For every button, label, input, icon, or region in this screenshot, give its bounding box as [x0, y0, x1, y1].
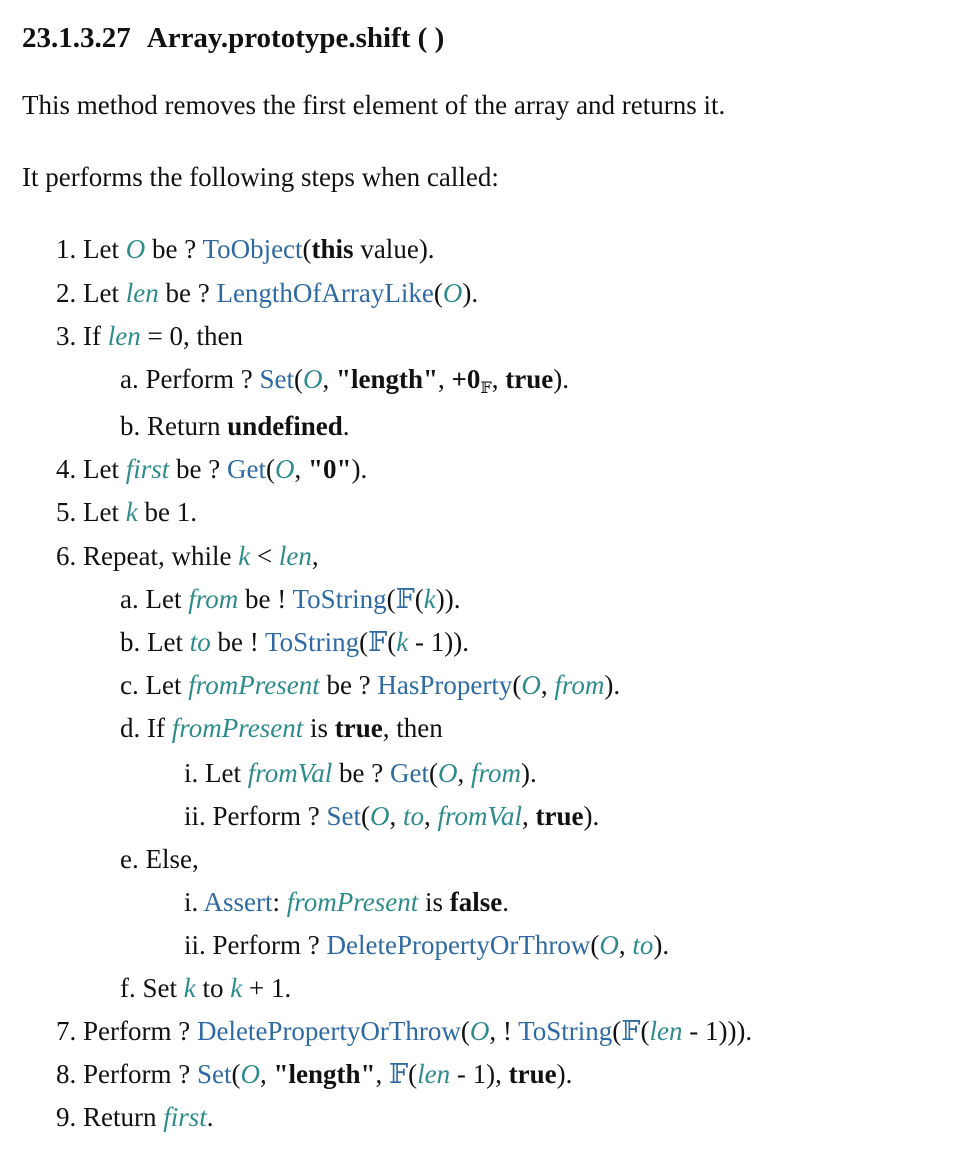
- op-link-deletepropertyorthrow[interactable]: DeletePropertyOrThrow: [326, 930, 591, 960]
- step-4: 4. Let first be ? Get(O, "0").: [56, 454, 368, 484]
- op-link-get[interactable]: Get: [226, 454, 266, 484]
- step-6b: b. Let to be ! ToString(𝔽(k - 1)).: [120, 627, 470, 657]
- var-to[interactable]: to: [189, 627, 211, 657]
- op-link-lengthofarraylike[interactable]: LengthOfArrayLike: [216, 278, 434, 308]
- step-6: 6. Repeat, while k < len,: [56, 541, 319, 571]
- var-from[interactable]: from: [188, 584, 239, 614]
- step-8: 8. Perform ? Set(O, "length", 𝔽(len - 1), true).: [56, 1059, 573, 1089]
- section-title: Array.prototype.shift ( ): [146, 22, 445, 54]
- step-6f: f. Set k to k + 1.: [120, 973, 292, 1003]
- step-3: 3. If len = 0, then: [56, 321, 243, 351]
- step-7: 7. Perform ? DeletePropertyOrThrow(O, ! ToString(𝔽(len - 1))).: [56, 1016, 753, 1046]
- step-6e: e. Else,: [120, 844, 199, 874]
- step-9: 9. Return first.: [56, 1102, 214, 1132]
- var-fromval[interactable]: fromVal: [247, 758, 333, 788]
- step-2: 2. Let len be ? LengthOfArrayLike(O).: [56, 278, 479, 308]
- op-link-tostring[interactable]: ToString: [292, 584, 387, 614]
- intro-paragraph: This method removes the first element of the array and returns it.: [22, 90, 726, 120]
- step-6d-ii: ii. Perform ? Set(O, to, fromVal, true).: [184, 801, 600, 831]
- op-link-set[interactable]: Set: [259, 364, 294, 394]
- step-6d-i: i. Let fromVal be ? Get(O, from).: [184, 758, 537, 788]
- step-1: 1. Let O be ? ToObject(this value).: [56, 234, 435, 264]
- var-first[interactable]: first: [125, 454, 170, 484]
- steps-intro-paragraph: It performs the following steps when called:: [22, 162, 499, 192]
- op-link-toobject[interactable]: ToObject: [202, 234, 303, 264]
- var-O[interactable]: O: [125, 234, 146, 264]
- step-6a: a. Let from be ! ToString(𝔽(k)).: [120, 584, 461, 614]
- op-link-assert[interactable]: Assert: [203, 887, 273, 917]
- var-k[interactable]: k: [125, 497, 138, 527]
- section-number: 23.1.3.27: [22, 22, 131, 54]
- op-link-hasproperty[interactable]: HasProperty: [377, 670, 513, 700]
- var-len[interactable]: len: [125, 278, 159, 308]
- step-5: 5. Let k be 1.: [56, 497, 197, 527]
- step-6c: c. Let fromPresent be ? HasProperty(O, from).: [120, 670, 621, 700]
- step-6e-i: i. Assert: fromPresent is false.: [184, 887, 510, 917]
- section-heading: [22, 22, 444, 55]
- step-6e-ii: ii. Perform ? DeletePropertyOrThrow(O, to).: [184, 930, 670, 960]
- step-3b: b. Return undefined.: [120, 411, 350, 441]
- step-6d: d. If fromPresent is true, then: [120, 713, 443, 743]
- var-frompresent[interactable]: fromPresent: [188, 670, 320, 700]
- step-3a: a. Perform ? Set(O, "length", +0𝔽, true).: [120, 364, 569, 397]
